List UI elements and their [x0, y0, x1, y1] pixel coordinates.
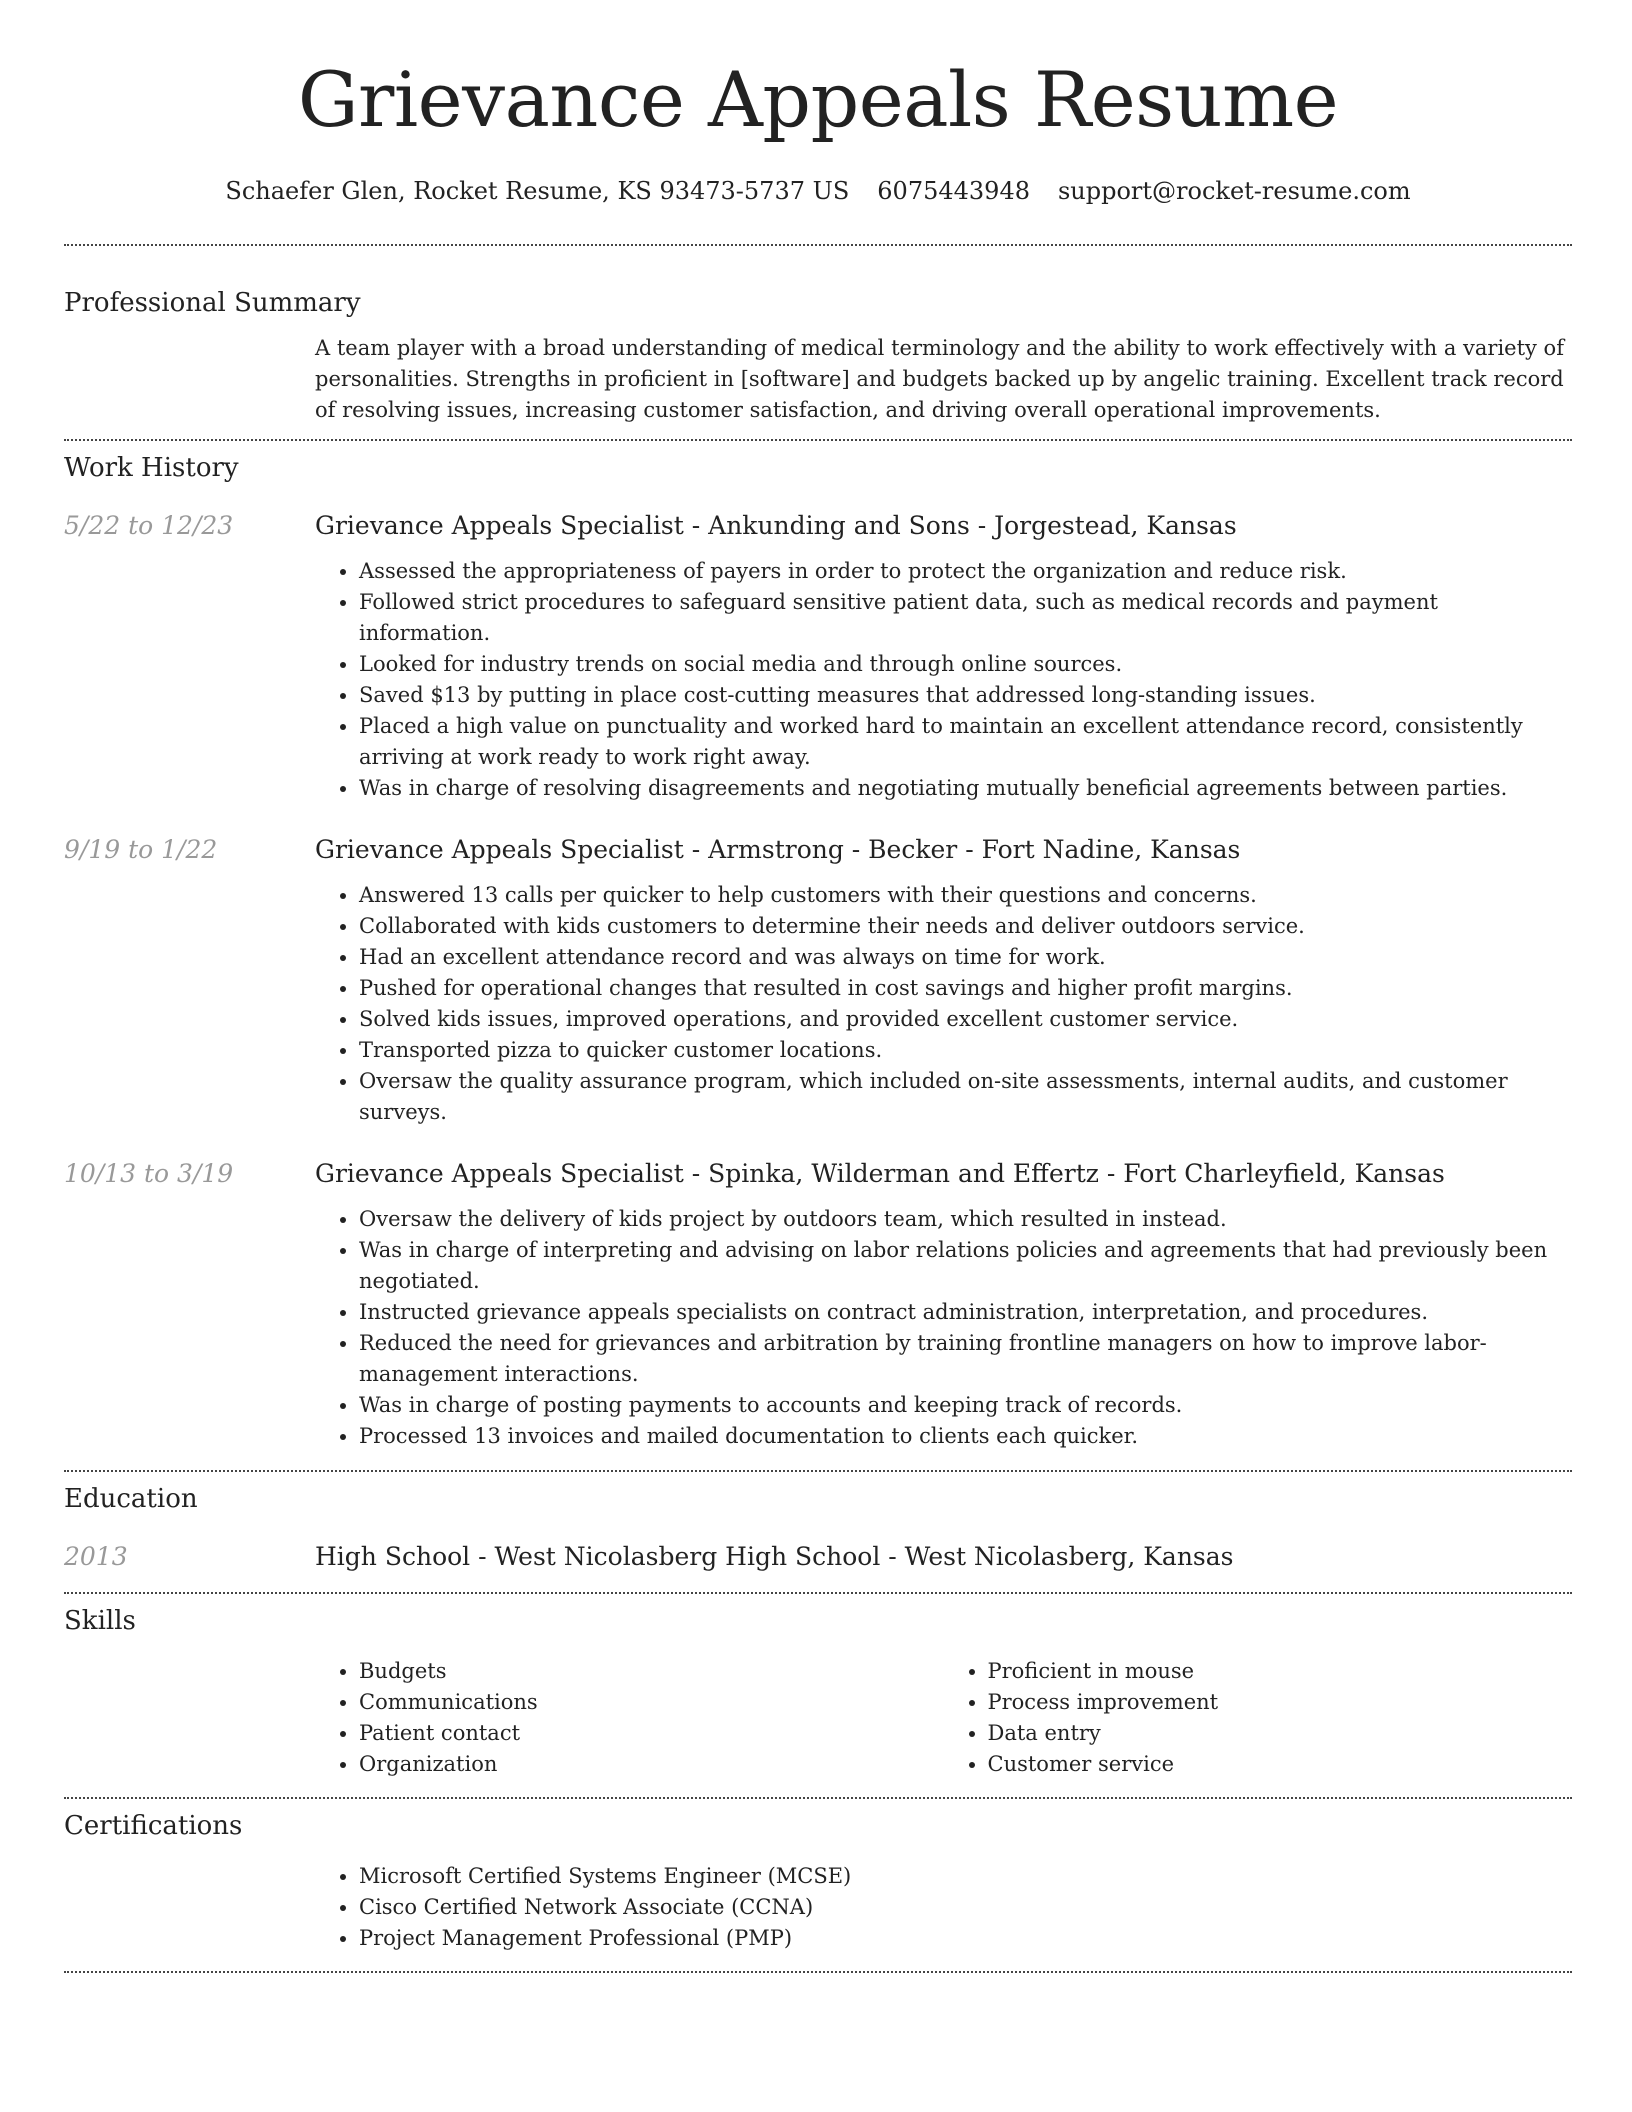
education-entry — [64, 1540, 1572, 1574]
job-bullet: • Answered 13 calls per quicker to help customers with their questions and concerns. — [359, 880, 1572, 911]
skill-item: • Data entry — [988, 1718, 1573, 1749]
job-bullet: • Oversaw the delivery of kids project by outdoors team, which resulted in instead. — [359, 1204, 1572, 1235]
job-bullet: • Processed 13 invoices and mailed documentation to clients each quicker. — [359, 1421, 1572, 1452]
summary-section-title: Professional Summary — [64, 288, 361, 318]
skill-item: • Proficient in mouse — [988, 1656, 1573, 1687]
contact-phone: 6075443948 — [877, 177, 1030, 205]
contact-address: Schaefer Glen, Rocket Resume, KS 93473-5737 US — [225, 177, 850, 205]
divider — [64, 439, 1572, 441]
job-bullet: • Was in charge of resolving disagreements and negotiating mutually beneficial agreements between parties. — [359, 773, 1572, 804]
job-bullet: • Oversaw the quality assurance program, which included on-site assessments, internal audits, and customer surveys. — [359, 1066, 1572, 1128]
job-bullet: • Followed strict procedures to safeguard sensitive patient data, such as medical records and payment information. — [359, 587, 1572, 649]
summary-block — [64, 333, 1572, 426]
divider — [64, 244, 1572, 246]
job-bullet: • Placed a high value on punctuality and worked hard to maintain an excellent attendance record, consistently arriving at work ready to work right away. — [359, 711, 1572, 773]
skills-columns — [315, 1656, 1572, 1780]
job-dates: 10/13 to 3/19 — [64, 1159, 234, 1188]
work-history-section-title: Work History — [64, 453, 239, 483]
certifications-block — [64, 1861, 1572, 1954]
education-section-title: Education — [64, 1484, 198, 1514]
job-dates: 5/22 to 12/23 — [64, 511, 234, 540]
job-bullet: • Pushed for operational changes that resulted in cost savings and higher profit margins. — [359, 973, 1572, 1004]
contact-line — [64, 174, 1572, 208]
job-bullet: • Collaborated with kids customers to determine their needs and deliver outdoors service. — [359, 911, 1572, 942]
summary-text: A team player with a broad understanding of medical terminology and the ability to work effectively with a variety of personalities. Strengths in proficient in [software] and budgets backed up by angelic training. Excellent track record of resolving issues, increasing customer satisfaction, and driving overall operational improvements. — [315, 336, 1564, 422]
certification-item: • Project Management Professional (PMP) — [359, 1923, 1572, 1954]
education-heading: High School - West Nicolasberg High School - West Nicolasberg, Kansas — [315, 1542, 1234, 1571]
certifications-list — [315, 1861, 1572, 1954]
skill-item: • Communications — [359, 1687, 944, 1718]
job-bullet: • Saved $13 by putting in place cost-cutting measures that addressed long-standing issues. — [359, 680, 1572, 711]
job-heading: Grievance Appeals Specialist - Ankunding and Sons - Jorgestead, Kansas — [315, 511, 1237, 540]
skills-list-left — [315, 1656, 944, 1780]
job-heading: Grievance Appeals Specialist - Armstrong - Becker - Fort Nadine, Kansas — [315, 835, 1241, 864]
divider — [64, 1971, 1572, 1973]
skill-item: • Process improvement — [988, 1687, 1573, 1718]
skill-item: • Customer service — [988, 1749, 1573, 1780]
resume-title: Grievance Appeals Resume — [297, 55, 1339, 144]
job-bullet: • Reduced the need for grievances and arbitration by training frontline managers on how to improve labor-management interactions. — [359, 1328, 1572, 1390]
job-bullet: • Transported pizza to quicker customer locations. — [359, 1035, 1572, 1066]
education-year: 2013 — [64, 1542, 128, 1571]
resume-page — [64, 0, 1572, 1973]
certification-item: • Microsoft Certified Systems Engineer (MCSE) — [359, 1861, 1572, 1892]
job-bullet: • Instructed grievance appeals specialists on contract administration, interpretation, and procedures. — [359, 1297, 1572, 1328]
divider — [64, 1797, 1572, 1799]
job-bullet: • Solved kids issues, improved operations, and provided excellent customer service. — [359, 1004, 1572, 1035]
skills-list-right — [944, 1656, 1573, 1780]
skill-item: • Organization — [359, 1749, 944, 1780]
skills-section-title: Skills — [64, 1606, 136, 1636]
job-bullet: • Was in charge of posting payments to accounts and keeping track of records. — [359, 1390, 1572, 1421]
job-heading: Grievance Appeals Specialist - Spinka, Wilderman and Effertz - Fort Charleyfield, Kansas — [315, 1159, 1445, 1188]
job-bullet: • Looked for industry trends on social media and through online sources. — [359, 649, 1572, 680]
job-bullets — [315, 1204, 1572, 1452]
job-bullet: • Assessed the appropriateness of payers in order to protect the organization and reduce risk. — [359, 556, 1572, 587]
skill-item: • Budgets — [359, 1656, 944, 1687]
job-entry — [64, 509, 1572, 804]
job-dates: 9/19 to 1/22 — [64, 835, 218, 864]
job-bullet: • Was in charge of interpreting and advising on labor relations policies and agreements that had previously been negotiated. — [359, 1235, 1572, 1297]
skill-item: • Patient contact — [359, 1718, 944, 1749]
certification-item: • Cisco Certified Network Associate (CCNA) — [359, 1892, 1572, 1923]
contact-email: support@rocket-resume.com — [1057, 177, 1411, 205]
certifications-section-title: Certifications — [64, 1811, 243, 1841]
divider — [64, 1470, 1572, 1472]
job-bullets — [315, 556, 1572, 804]
job-entry — [64, 833, 1572, 1128]
job-bullets — [315, 880, 1572, 1128]
divider — [64, 1592, 1572, 1594]
job-bullet: • Had an excellent attendance record and was always on time for work. — [359, 942, 1572, 973]
skills-block — [64, 1656, 1572, 1780]
job-entry — [64, 1157, 1572, 1452]
